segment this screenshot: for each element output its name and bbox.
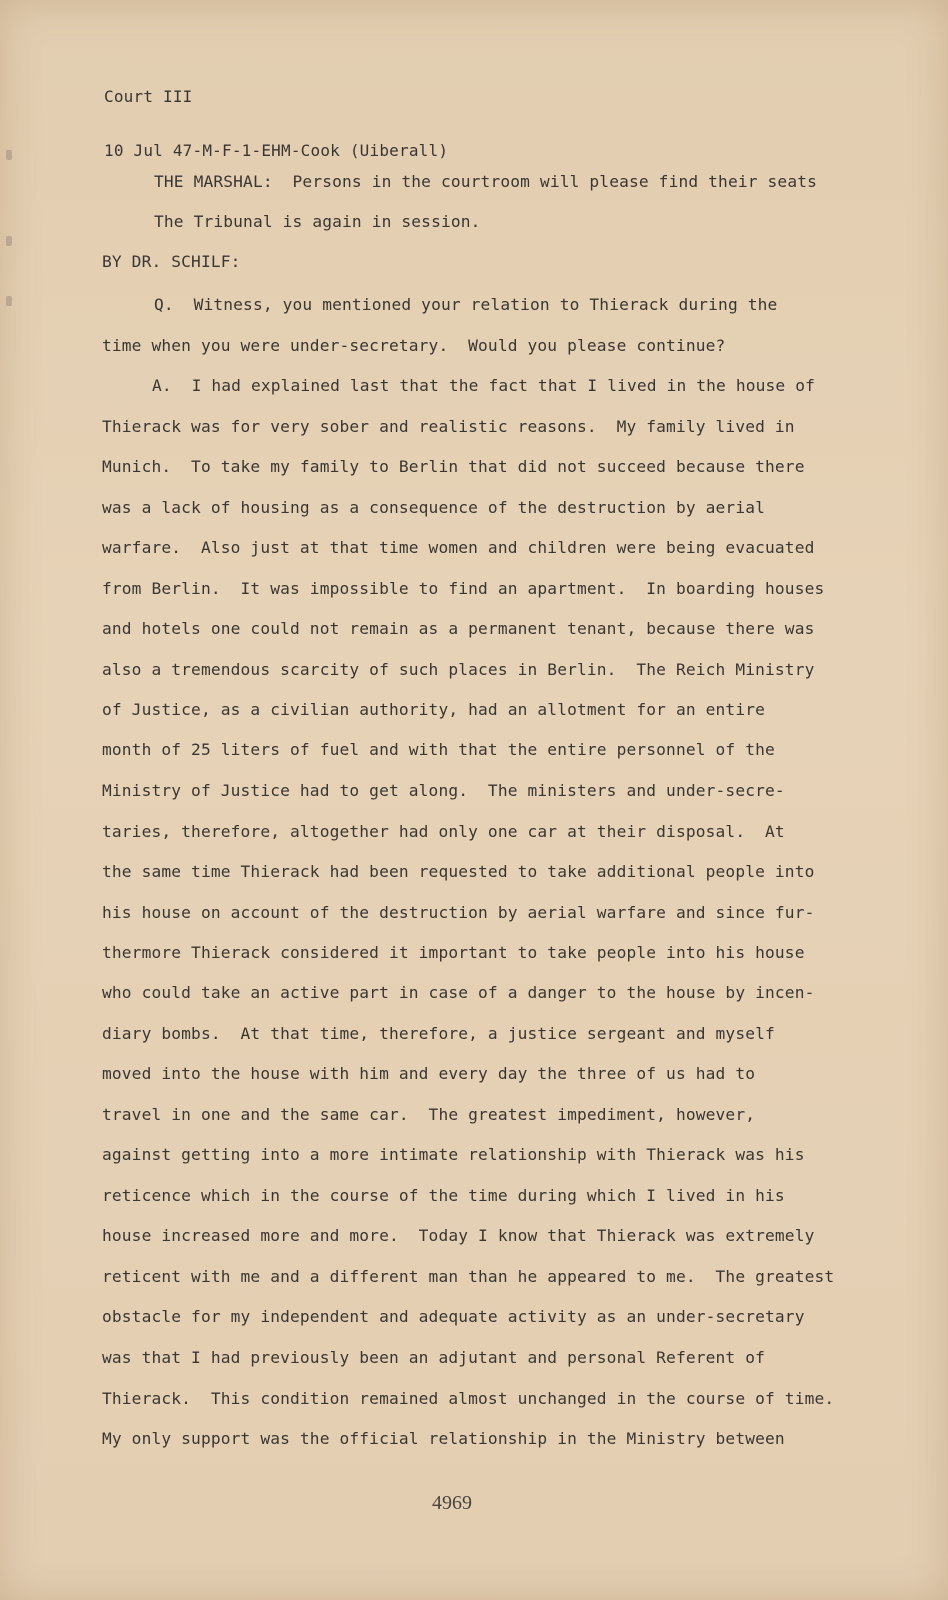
transcript-line: diary bombs. At that time, therefore, a justice sergeant and myself	[102, 1024, 775, 1043]
transcript-line: from Berlin. It was impossible to find an apartment. In boarding houses	[102, 579, 825, 598]
transcript-line: thermore Thierack considered it important to take people into his house	[102, 943, 805, 962]
transcript-line: reticent with me and a different man than he appeared to me. The greatest	[102, 1267, 835, 1286]
transcript-line: Munich. To take my family to Berlin that did not succeed because there	[102, 457, 805, 476]
page-edge-mark	[6, 150, 12, 160]
transcript-line: Thierack. This condition remained almost unchanged in the course of time.	[102, 1389, 835, 1408]
transcript-line: against getting into a more intimate relationship with Thierack was his	[102, 1145, 805, 1164]
transcript-line: travel in one and the same car. The greatest impediment, however,	[102, 1105, 756, 1124]
transcript-line: who could take an active part in case of a danger to the house by incen-	[102, 983, 815, 1002]
transcript-line: A. I had explained last that the fact that I lived in the house of	[152, 376, 816, 395]
transcript-line: his house on account of the destruction by aerial warfare and since fur-	[102, 903, 815, 922]
transcript-line: reticence which in the course of the time during which I lived in his	[102, 1186, 785, 1205]
transcript-line: Thierack was for very sober and realistic reasons. My family lived in	[102, 417, 795, 436]
transcript-line: My only support was the official relationship in the Ministry between	[102, 1429, 785, 1448]
session-info: 10 Jul 47-M-F-1-EHM-Cook (Uiberall)	[104, 141, 449, 160]
transcript-line: month of 25 liters of fuel and with that the entire personnel of the	[102, 740, 775, 759]
transcript-line: The Tribunal is again in session.	[154, 212, 481, 231]
transcript-line: warfare. Also just at that time women and children were being evacuated	[102, 538, 815, 557]
transcript-line: and hotels one could not remain as a permanent tenant, because there was	[102, 619, 815, 638]
transcript-line: of Justice, as a civilian authority, had an allotment for an entire	[102, 700, 766, 719]
transcript-line: the same time Thierack had been requested to take additional people into	[102, 862, 815, 881]
transcript-line: THE MARSHAL: Persons in the courtroom will please find their seats	[154, 172, 818, 191]
page-edge-mark	[6, 236, 12, 246]
transcript-line: time when you were under-secretary. Would you please continue?	[102, 336, 726, 355]
transcript-line: house increased more and more. Today I know that Thierack was extremely	[102, 1226, 815, 1245]
transcript-line: Ministry of Justice had to get along. The ministers and under-secre-	[102, 781, 785, 800]
page-edge-mark	[6, 296, 12, 306]
transcript-line: was that I had previously been an adjutant and personal Referent of	[102, 1348, 766, 1367]
court-label: Court III	[104, 87, 193, 106]
page-number: 4969	[432, 1492, 472, 1514]
transcript-line: Q. Witness, you mentioned your relation to Thierack during the	[154, 295, 778, 314]
transcript-line: also a tremendous scarcity of such places in Berlin. The Reich Ministry	[102, 660, 815, 679]
transcript-line: BY DR. SCHILF:	[102, 252, 241, 271]
transcript-line: obstacle for my independent and adequate activity as an under-secretary	[102, 1307, 805, 1326]
transcript-line: was a lack of housing as a consequence of the destruction by aerial	[102, 498, 766, 517]
transcript-line: moved into the house with him and every day the three of us had to	[102, 1064, 756, 1083]
transcript-line: taries, therefore, altogether had only one car at their disposal. At	[102, 822, 785, 841]
